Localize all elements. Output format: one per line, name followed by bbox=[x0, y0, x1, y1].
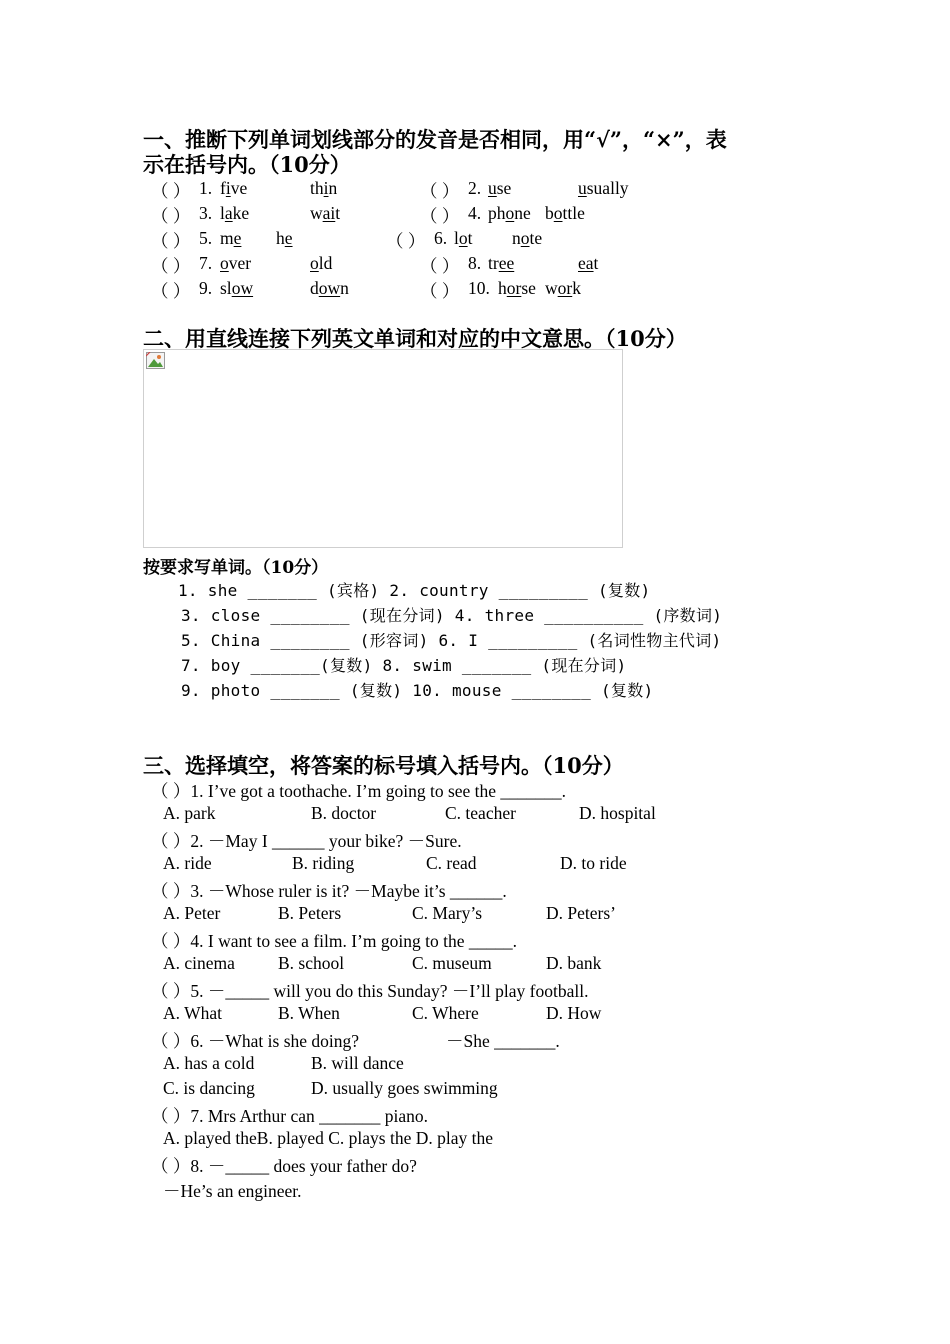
words-line-2: 3. close ________ (现在分词) 4. three __________ (序数词) bbox=[181, 606, 723, 625]
q7-options: A. played theB. played C. plays the D. play the bbox=[163, 1128, 493, 1148]
words-line-5: 9. photo _______ (复数) 10. mouse ________ (复数) bbox=[181, 681, 654, 700]
option: B. riding bbox=[292, 853, 355, 873]
word-1: lake bbox=[220, 203, 250, 223]
word-2: eat bbox=[578, 253, 599, 273]
item-number: 2. bbox=[468, 178, 482, 198]
words-line-3: 5. China ________ (形容词) 6. I _________ (名词性物主代词) bbox=[181, 631, 722, 650]
option: C. Where bbox=[412, 1003, 479, 1023]
q6-option-c: C. is dancing bbox=[163, 1078, 255, 1098]
question-6-answer: －She _______. bbox=[446, 1031, 560, 1051]
section1-heading-line1: 一、推断下列单词划线部分的发音是否相同，用“√”，“×”，表 bbox=[143, 127, 727, 152]
question-6: （ ）6. －What is she doing? bbox=[151, 1031, 360, 1051]
option: B. school bbox=[278, 953, 345, 973]
option: C. teacher bbox=[445, 803, 516, 823]
option: B. doctor bbox=[311, 803, 377, 823]
word-2: work bbox=[545, 278, 581, 298]
item-number: 10. bbox=[468, 278, 490, 298]
option: C. Mary’s bbox=[412, 903, 482, 923]
option: A. What bbox=[163, 1003, 222, 1023]
question-5: （ ）5. －_____ will you do this Sunday? －I’ll play football. bbox=[151, 981, 589, 1001]
words-line-1: 1. she _______ (宾格) 2. country _________ (复数) bbox=[178, 581, 651, 600]
item-number: 9. bbox=[199, 278, 213, 298]
option: D. bank bbox=[546, 953, 602, 973]
answer-paren: （ ） bbox=[420, 281, 460, 301]
section1-heading-line2: 示在括号内。（10分） bbox=[143, 152, 351, 177]
broken-image-icon bbox=[146, 352, 165, 369]
word-2: usually bbox=[578, 178, 629, 198]
word-1: horse bbox=[498, 278, 536, 298]
answer-paren: （ ） bbox=[151, 181, 191, 201]
word-2: down bbox=[310, 278, 349, 298]
answer-paren: （ ） bbox=[420, 206, 460, 226]
word-2: wait bbox=[310, 203, 341, 223]
question-7: （ ）7. Mrs Arthur can _______ piano. bbox=[151, 1106, 429, 1126]
word-1: slow bbox=[220, 278, 254, 298]
option: C. read bbox=[426, 853, 477, 873]
answer-paren: （ ） bbox=[420, 181, 460, 201]
words-heading: 按要求写单词。（10分） bbox=[143, 558, 329, 578]
item-number: 5. bbox=[199, 228, 213, 248]
word-1: over bbox=[220, 253, 252, 273]
section2-heading: 二、用直线连接下列英文单词和对应的中文意思。（10分） bbox=[143, 326, 687, 351]
option: B. Peters bbox=[278, 903, 342, 923]
item-number: 7. bbox=[199, 253, 213, 273]
word-2: he bbox=[276, 228, 293, 248]
option: D. Peters’ bbox=[546, 903, 616, 923]
question-3: （ ）3. －Whose ruler is it? －Maybe it’s ______. bbox=[151, 881, 507, 901]
word-1: five bbox=[220, 178, 248, 198]
word-2: old bbox=[310, 253, 333, 273]
word-2: note bbox=[512, 228, 543, 248]
word-1: me bbox=[220, 228, 242, 248]
answer-paren: （ ） bbox=[151, 256, 191, 276]
option: A. cinema bbox=[163, 953, 235, 973]
matching-image-placeholder bbox=[143, 349, 623, 548]
q6-option-d: D. usually goes swimming bbox=[311, 1078, 498, 1098]
answer-paren: （ ） bbox=[151, 206, 191, 226]
option: B. When bbox=[278, 1003, 340, 1023]
word-1: phone bbox=[488, 203, 531, 223]
option: A. park bbox=[163, 803, 216, 823]
option: C. museum bbox=[412, 953, 492, 973]
word-1: use bbox=[488, 178, 512, 198]
question-8-answer: －He’s an engineer. bbox=[163, 1181, 302, 1201]
option: A. Peter bbox=[163, 903, 221, 923]
word-2: bottle bbox=[545, 203, 585, 223]
section3-heading: 三、选择填空，将答案的标号填入括号内。（10分） bbox=[143, 753, 624, 778]
q6-option-a: A. has a cold bbox=[163, 1053, 255, 1073]
item-number: 8. bbox=[468, 253, 482, 273]
word-2: thin bbox=[310, 178, 338, 198]
item-number: 4. bbox=[468, 203, 482, 223]
answer-paren: （ ） bbox=[151, 281, 191, 301]
item-number: 3. bbox=[199, 203, 213, 223]
answer-paren: （ ） bbox=[386, 231, 426, 251]
word-1: tree bbox=[488, 253, 515, 273]
question-4: （ ）4. I want to see a film. I’m going to the _____. bbox=[151, 931, 517, 951]
word-1: lot bbox=[454, 228, 473, 248]
question-2: （ ）2. －May I ______ your bike? －Sure. bbox=[151, 831, 462, 851]
option: D. How bbox=[546, 1003, 602, 1023]
answer-paren: （ ） bbox=[420, 256, 460, 276]
option: D. to ride bbox=[560, 853, 627, 873]
item-number: 6. bbox=[434, 228, 448, 248]
option: D. hospital bbox=[579, 803, 656, 823]
q6-option-b: B. will dance bbox=[311, 1053, 404, 1073]
question-8: （ ）8. －_____ does your father do? bbox=[151, 1156, 417, 1176]
answer-paren: （ ） bbox=[151, 231, 191, 251]
question-1: （ ）1. I’ve got a toothache. I’m going to see the _______. bbox=[151, 781, 567, 801]
words-line-4: 7. boy _______(复数) 8. swim _______ (现在分词) bbox=[181, 656, 627, 675]
item-number: 1. bbox=[199, 178, 213, 198]
option: A. ride bbox=[163, 853, 212, 873]
